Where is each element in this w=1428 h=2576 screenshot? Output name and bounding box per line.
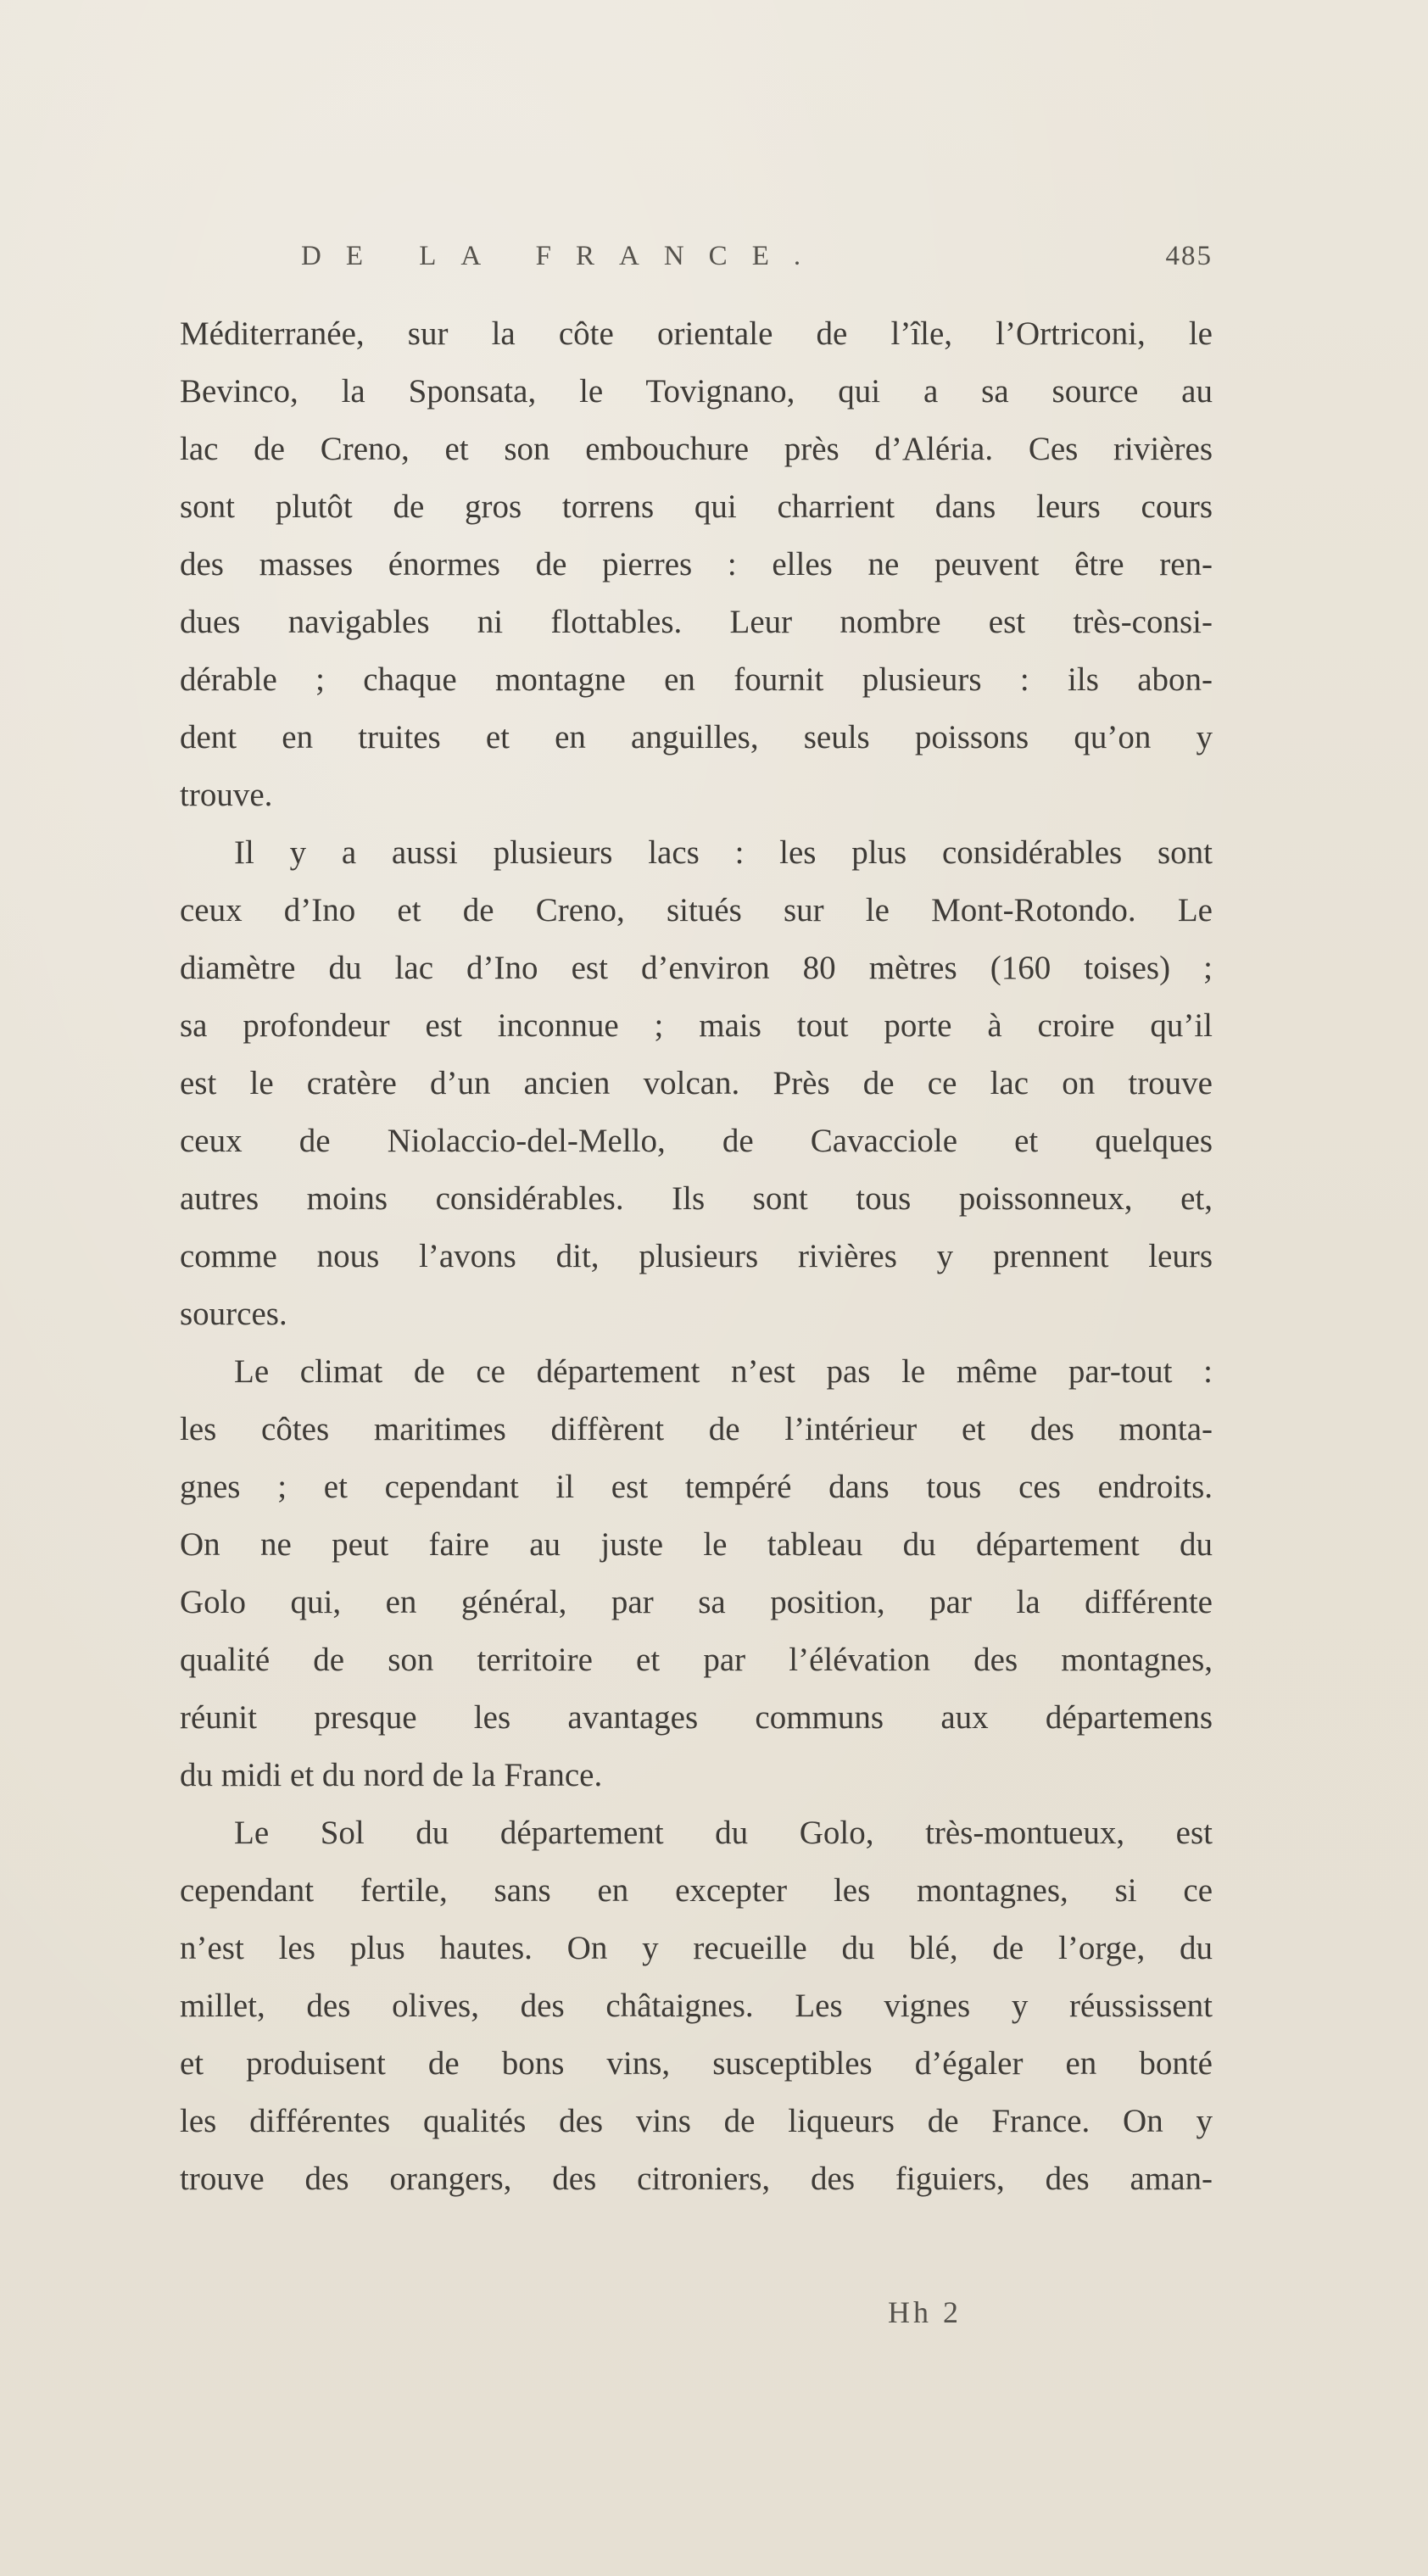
text-line: n’est les plus hautes. On y recueille du blé, de l’orge, du	[180, 1930, 1213, 1966]
page-number: 485	[1165, 241, 1213, 271]
paragraph-last-line: sources.	[180, 1296, 287, 1332]
text-line: dent en truites et en anguilles, seuls poissons qu’on y	[180, 719, 1213, 756]
signature-mark: Hh 2	[888, 2295, 962, 2329]
text-line: Bevinco, la Sponsata, le Tovignano, qui a sa source au	[180, 373, 1213, 410]
text-line: est le cratère d’un ancien volcan. Près de ce lac on trouve	[180, 1065, 1213, 1101]
text-line: sa profondeur est inconnue ; mais tout porte à croire qu’il	[180, 1007, 1213, 1044]
paragraph-first-line: Le climat de ce département n’est pas le même par-tout :	[234, 1353, 1213, 1390]
text-line: les côtes maritimes diffèrent de l’intérieur et des monta-	[180, 1411, 1213, 1447]
paragraph-last-line: du midi et du nord de la France.	[180, 1757, 603, 1793]
page-header	[301, 241, 1213, 283]
text-line: dérable ; chaque montagne en fournit plusieurs : ils abon-	[180, 661, 1213, 698]
text-line: ceux d’Ino et de Creno, situés sur le Mont-Rotondo. Le	[180, 892, 1213, 928]
paragraph-last-line: trouve.	[180, 777, 273, 813]
paragraph-first-line: Le Sol du département du Golo, très-montueux, est	[234, 1815, 1213, 1851]
text-line: autres moins considérables. Ils sont tous poissonneux, et,	[180, 1180, 1213, 1217]
paragraph-first-line: Il y a aussi plusieurs lacs : les plus considérables sont	[234, 834, 1213, 871]
text-line: On ne peut faire au juste le tableau du département du	[180, 1526, 1213, 1563]
text-line: ceux de Niolaccio-del-Mello, de Cavacciole et quelques	[180, 1123, 1213, 1159]
text-line: les différentes qualités des vins de liqueurs de France. On y	[180, 2103, 1213, 2139]
text-line: des masses énormes de pierres : elles ne peuvent être ren-	[180, 546, 1213, 583]
text-line: réunit presque les avantages communs aux départemens	[180, 1699, 1213, 1736]
text-line: qualité de son territoire et par l’élévation des montagnes,	[180, 1642, 1213, 1678]
text-line: Golo qui, en général, par sa position, par la différente	[180, 1584, 1213, 1620]
text-line: et produisent de bons vins, susceptibles d’égaler en bonté	[180, 2045, 1213, 2082]
text-line: Méditerranée, sur la côte orientale de l’île, l’Ortriconi, le	[180, 315, 1213, 352]
running-title: DE LA FRANCE.	[301, 241, 826, 271]
body-text	[180, 305, 1213, 2208]
text-line: diamètre du lac d’Ino est d’environ 80 mètres (160 toises) ;	[180, 950, 1213, 986]
text-line: comme nous l’avons dit, plusieurs rivières y prennent leurs	[180, 1238, 1213, 1274]
text-line: sont plutôt de gros torrens qui charrient dans leurs cours	[180, 488, 1213, 525]
text-line: gnes ; et cependant il est tempéré dans tous ces endroits.	[180, 1469, 1213, 1505]
text-line: dues navigables ni flottables. Leur nombre est très-consi-	[180, 604, 1213, 640]
text-line: lac de Creno, et son embouchure près d’Aléria. Ces rivières	[180, 431, 1213, 467]
text-line: trouve des orangers, des citroniers, des figuiers, des aman-	[180, 2161, 1213, 2197]
text-line: cependant fertile, sans en excepter les montagnes, si ce	[180, 1872, 1213, 1909]
text-line: millet, des olives, des châtaignes. Les vignes y réussissent	[180, 1988, 1213, 2024]
